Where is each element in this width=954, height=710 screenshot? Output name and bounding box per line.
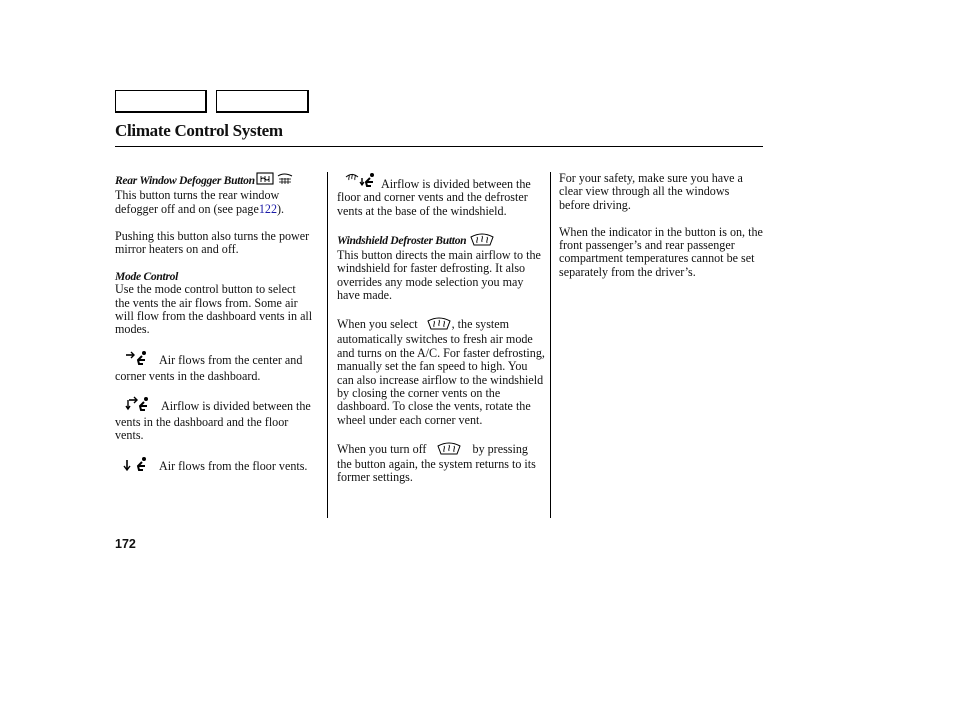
page-122-link[interactable]: 122 — [258, 201, 277, 216]
indicator-text: When the indicator in the button is on, the front passenger’s and rear passenger compartment temperatures cannot be set separately from the driver’s. — [559, 224, 763, 279]
mode-control-text: Use the mode control button to select the vents the air flows from. Some air will flow from the dashboard vents in all modes. — [115, 282, 313, 337]
mode-control-heading: Mode Control — [115, 269, 179, 283]
mode-floor-text: Air flows from the floor vents. — [159, 459, 308, 474]
column-1 — [115, 172, 313, 489]
mode-bilevel-text: Airflow is divided between the vents in the dashboard and the floor vents. — [115, 399, 311, 443]
windshield-defroster-heading: Windshield Defroster Button — [337, 233, 467, 247]
column-divider-1 — [327, 172, 328, 518]
rear-defogger-heading: Rear Window Defogger Button — [115, 174, 255, 187]
title-divider — [115, 146, 763, 147]
defroster-icon — [427, 316, 451, 333]
vent-face-icon — [125, 350, 147, 369]
column-2 — [337, 172, 545, 498]
defroster-icon — [437, 441, 461, 458]
page-title: Climate Control System — [115, 121, 283, 140]
mirror-heater-text: Pushing this button also turns the power mirror heaters on and off. — [115, 228, 310, 257]
rear-defogger-text: This button turns the rear window defogger off and on (see page — [115, 188, 280, 216]
windshield-defroster-text: This button directs the main airflow to the windshield for faster defrosting. It also overrides any mode selection you may have made. — [337, 248, 541, 303]
vent-floor-defrost-icon — [345, 172, 375, 191]
select-text-start: When you select — [337, 317, 418, 332]
nav-button-contents[interactable] — [115, 90, 207, 113]
nav-button-index[interactable] — [216, 90, 309, 113]
off-text-end: by pressing the button again, the system returns to its former settings. — [337, 441, 536, 485]
safety-text: For your safety, make sure you have a clear view through all the windows before driving. — [559, 171, 743, 212]
rear-defogger-text-end: ). — [276, 201, 285, 216]
mode-face-text: Air flows from the center and corner vents in the dashboard. — [115, 353, 303, 383]
column-divider-2 — [550, 172, 551, 518]
select-text-end: , the system automatically switches to fresh air mode and turns on the A/C. For faster defrosting, manually set the fan speed to high. You can also increase airflow to the windshield by closing the corner vents on the dashboard. To close the vents, rotate the wheel under each corner vent. — [337, 317, 545, 427]
defroster-icon — [470, 232, 494, 249]
mode-floor-defrost-text: Airflow is divided between the floor and corner vents and the defroster vents at the base of the windshield. — [337, 177, 531, 218]
vent-floor-icon — [123, 456, 147, 475]
column-3 — [559, 172, 763, 293]
page-number: 172 — [115, 537, 136, 551]
off-text-start: When you turn off — [337, 441, 427, 456]
rear-defogger-icon — [256, 172, 296, 189]
vent-bilevel-icon — [125, 396, 149, 415]
